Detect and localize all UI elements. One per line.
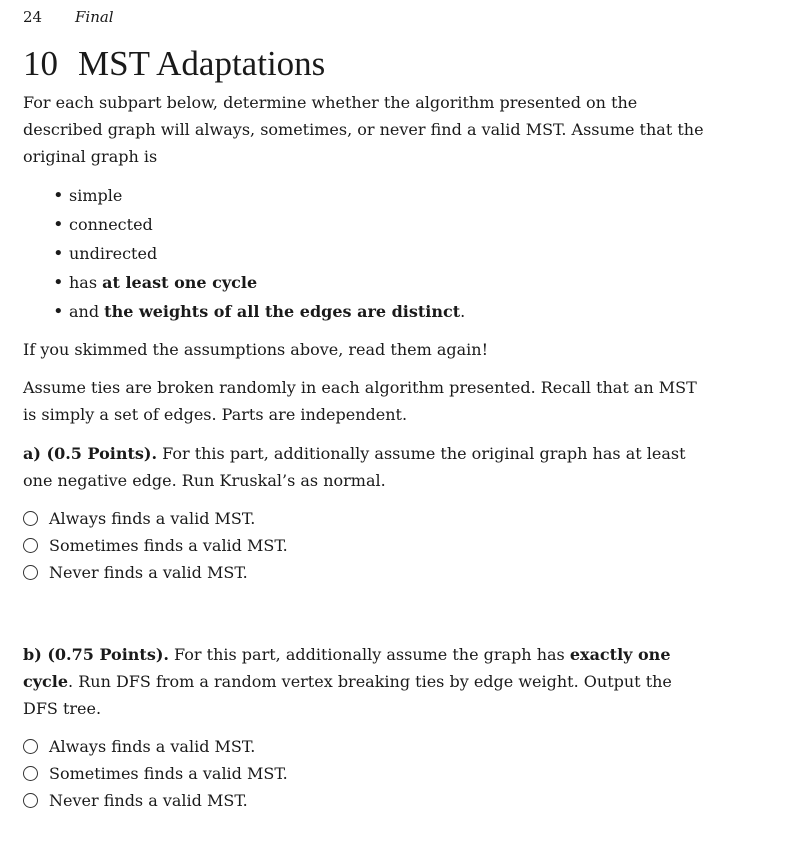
radio-button[interactable] [23,565,38,580]
section-title [23,42,325,86]
part-a-options [23,505,288,586]
option-always[interactable]: Always finds a valid MST. [23,733,288,760]
running-header [23,8,114,26]
part-b-question: b) (0.75 Points). For this part, additionally assume the graph has exactly one cycle. Run DFS from a random vertex breaking ties by edge weight. Output the DFS tree. [23,645,672,718]
part-a-question: a) (0.5 Points). For this part, additionally assume the original graph has at least one negative edge. Run Kruskal’s as normal. [23,444,686,490]
bold-text: at least one cycle [102,273,258,292]
option-sometimes[interactable]: Sometimes finds a valid MST. [23,532,288,559]
option-never[interactable]: Never finds a valid MST. [23,559,288,586]
assumption-item: • connected [53,214,153,235]
bold-text: the weights of all the edges are distinct [104,302,461,321]
radio-button[interactable] [23,766,38,781]
assumption-item: • undirected [53,243,158,264]
bold-text: exactly one cycle [23,645,671,691]
radio-button[interactable] [23,739,38,754]
part-a-label: a) (0.5 Points). [23,444,158,463]
radio-button[interactable] [23,511,38,526]
header-label: Final [75,8,114,26]
reminder-text: If you skimmed the assumptions above, read them again! [23,340,489,359]
option-sometimes[interactable]: Sometimes finds a valid MST. [23,760,288,787]
notes-paragraph: Assume ties are broken randomly in each algorithm presented. Recall that an MST is simply a set of edges. Parts are independent. [23,378,697,424]
section-number: 10 [23,44,58,83]
section-title-text: MST Adaptations [78,44,326,83]
radio-button[interactable] [23,793,38,808]
assumption-item: • and the weights of all the edges are distinct. [53,301,466,322]
intro-paragraph: For each subpart below, determine whether the algorithm presented on the described graph will always, sometimes, or never find a valid MST. Assume that the original graph is [23,93,704,166]
bullet-icon: • [53,272,64,293]
bullet-icon: • [53,301,64,322]
radio-button[interactable] [23,538,38,553]
option-never[interactable]: Never finds a valid MST. [23,787,288,814]
page-number: 24 [23,8,43,26]
bullet-icon: • [53,243,64,264]
option-always[interactable]: Always finds a valid MST. [23,505,288,532]
part-b-label: b) (0.75 Points). [23,645,169,664]
bullet-icon: • [53,214,64,235]
assumption-item: • simple [53,185,123,206]
part-b-options [23,733,288,814]
bullet-icon: • [53,185,64,206]
assumptions-list [53,183,465,328]
assumption-item: • has at least one cycle [53,272,258,293]
